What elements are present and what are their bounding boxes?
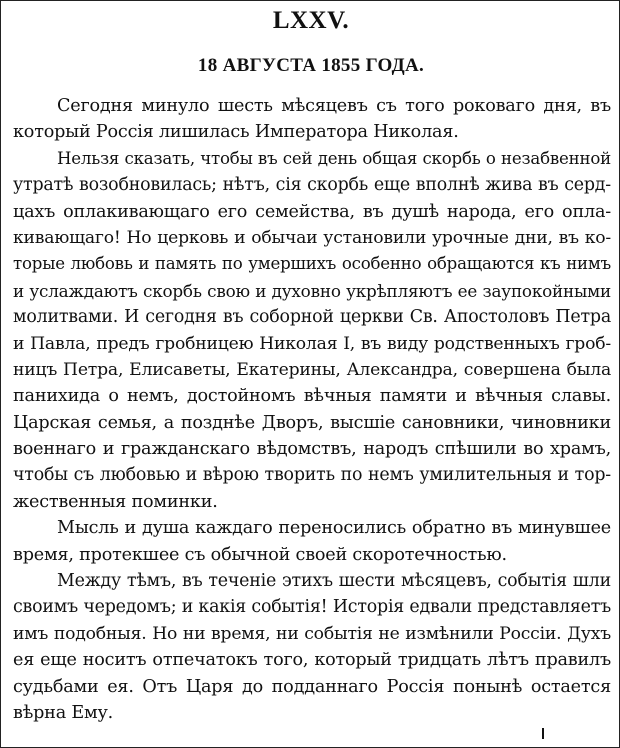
- print-mark: [542, 728, 544, 739]
- text-line: который Россія лишилась Императора Николая.: [13, 122, 459, 143]
- text-line: панихида о немъ, достойномъ вѣчныя памяти и вѣчныя славы.: [13, 386, 611, 407]
- text-line: Сегодня минуло шесть мѣсяцевъ съ того роковаго дня, въ: [57, 96, 611, 116]
- text-line: время, протекшее съ обычной своей скоротечностью.: [13, 544, 507, 565]
- date-heading: 18 АВГУСТА 1855 ГОДА.: [197, 55, 425, 76]
- text-line: Мысль и душа каждаго переносились обратно въ минувшее: [57, 518, 611, 539]
- text-line: утратѣ возобновилась; нѣтъ, сія скорбь еще вполнѣ жива въ серд-: [13, 175, 611, 196]
- text-line: и услаждаютъ скорбь свою и духовно укрѣпляютъ ее заупокойными: [13, 280, 611, 301]
- text-line: вѣрна Ему.: [13, 702, 114, 723]
- text-line: торые любовь и память по умершихъ особенно обращаются къ нимъ: [13, 254, 611, 274]
- text-line: военнаго и гражданскаго вѣдомствъ, народъ спѣшили во храмъ,: [13, 439, 611, 460]
- text-line: цахъ оплакивающаго его семейства, въ душѣ народа, его опла-: [13, 201, 611, 222]
- text-line: Между тѣмъ, въ теченіе этихъ шести мѣсяцевъ, событія шли: [57, 571, 611, 592]
- text-line: своимъ чередомъ; и какія событія! Исторія едвали представляетъ: [13, 597, 611, 618]
- text-line: чтобы съ любовью и вѣрою творить по немъ умилительныя и тор-: [13, 465, 611, 486]
- text-line: и Павла, предъ гробницею Николая I, въ виду родственныхъ гроб-: [13, 333, 611, 354]
- text-line: судьбами ея. Отъ Царя до подданнаго Россія понынѣ остается: [13, 676, 611, 697]
- text-line: имъ подобныя. Но ни время, ни событія не измѣнили Россіи. Духъ: [13, 623, 611, 644]
- text-line: молитвами. И сегодня въ соборной церкви Св. Апостоловъ Петра: [13, 307, 611, 328]
- chapter-number: LXXV.: [272, 7, 350, 34]
- text-line: жественныя поминки.: [13, 491, 218, 512]
- text-line: Царская семья, а позднѣе Дворъ, высшіе сановники, чиновники: [13, 412, 611, 433]
- body-text: [13, 93, 611, 726]
- text-line: кивающаго! Но церковь и обычаи установили урочные дни, въ ко-: [13, 227, 611, 248]
- text-line: Нельзя сказать, чтобы въ сей день общая скорбь о незабвенной: [57, 148, 611, 168]
- text-line: ея еще носитъ отпечатокъ того, который тридцать лѣтъ правилъ: [13, 650, 611, 671]
- text-line: ницъ Петра, Елисаветы, Екатерины, Александра, совершена была: [13, 359, 611, 380]
